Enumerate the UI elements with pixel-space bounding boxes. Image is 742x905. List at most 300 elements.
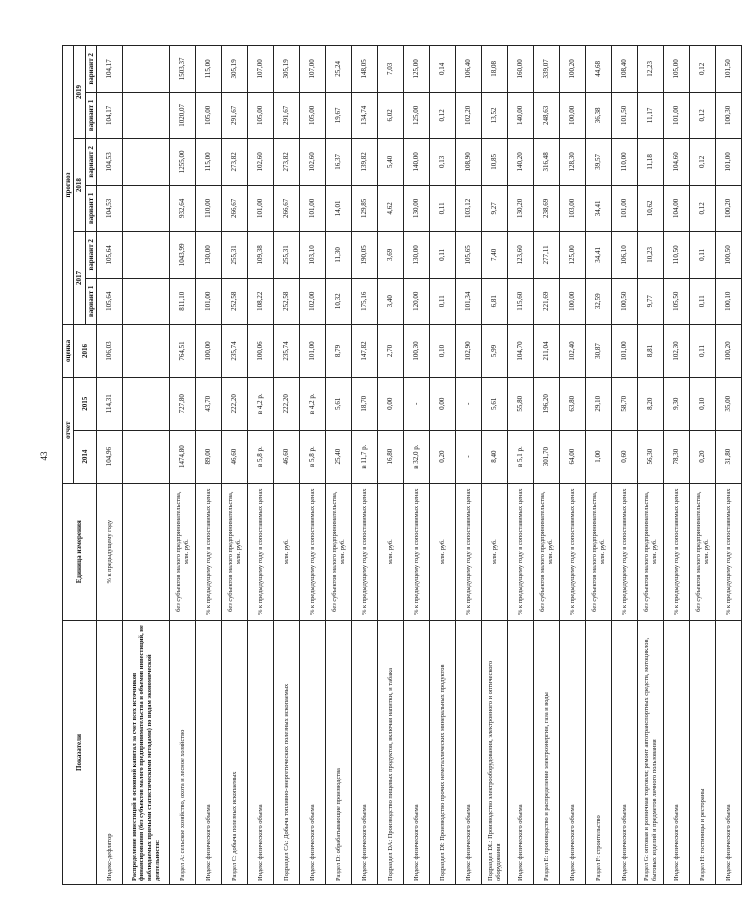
- value-cell: 255,31: [274, 232, 300, 278]
- table-row: [404, 46, 430, 885]
- value-cell: 1255,00: [170, 139, 196, 185]
- col-header-variant: вариант 2: [85, 232, 96, 278]
- table-row: [638, 46, 664, 885]
- value-cell: 105,00: [300, 92, 326, 138]
- value-cell: 35,00: [716, 377, 742, 430]
- value-cell: 5,99: [482, 325, 508, 378]
- value-cell: 100,06: [248, 325, 274, 378]
- value-cell: 0,14: [430, 46, 456, 93]
- unit-cell: % к предыдущему году в сопоставимых ценах: [300, 483, 326, 620]
- value-cell: 120,00: [404, 278, 430, 324]
- value-cell: 140,00: [404, 139, 430, 185]
- value-cell: 0,00: [378, 377, 404, 430]
- value-cell: 248,63: [534, 92, 560, 138]
- value-cell: [123, 46, 170, 93]
- value-cell: 102,60: [300, 139, 326, 185]
- value-cell: 39,57: [586, 139, 612, 185]
- value-cell: 0,00: [430, 377, 456, 430]
- value-cell: 0,60: [612, 430, 638, 483]
- value-cell: 102,00: [300, 278, 326, 324]
- value-cell: 147,82: [352, 325, 378, 378]
- value-cell: 130,00: [404, 185, 430, 231]
- value-cell: 0,12: [690, 92, 716, 138]
- value-cell: 291,67: [274, 92, 300, 138]
- value-cell: 8,81: [638, 325, 664, 378]
- indicator-cell: Раздел G: оптовая и розничная торговля; ремонт автотранспортных средств, мотоциклов, бытовых изделий и предметов личного пользования: [638, 620, 664, 884]
- value-cell: 222,20: [222, 377, 248, 430]
- unit-cell: без субъектов малого предпринимательства, млн. руб.: [222, 483, 248, 620]
- value-cell: 0,11: [690, 325, 716, 378]
- indicator-cell: Раздел D: обрабатывающие производства: [326, 620, 352, 884]
- value-cell: 31,80: [716, 430, 742, 483]
- table-row: [664, 46, 690, 885]
- value-cell: 58,70: [612, 377, 638, 430]
- value-cell: 0,12: [430, 92, 456, 138]
- value-cell: 128,30: [560, 139, 586, 185]
- indicator-cell: Раздел Е: производство и распределение электроэнергии, газа и воды: [534, 620, 560, 884]
- value-cell: 101,00: [248, 185, 274, 231]
- value-cell: 101,00: [664, 92, 690, 138]
- table-row: [482, 46, 508, 885]
- value-cell: 0,10: [430, 325, 456, 378]
- value-cell: 19,67: [326, 92, 352, 138]
- value-cell: [123, 185, 170, 231]
- value-cell: 252,58: [274, 278, 300, 324]
- value-cell: 46,60: [274, 430, 300, 483]
- value-cell: 339,07: [534, 46, 560, 93]
- value-cell: 0,11: [430, 185, 456, 231]
- table-row: [534, 46, 560, 885]
- unit-cell: % к предыдущему году в сопоставимых ценах: [716, 483, 742, 620]
- value-cell: 63,80: [560, 377, 586, 430]
- value-cell: 123,60: [508, 232, 534, 278]
- value-cell: 235,74: [274, 325, 300, 378]
- value-cell: 101,00: [300, 325, 326, 378]
- value-cell: 277,11: [534, 232, 560, 278]
- table-row: [170, 46, 196, 885]
- value-cell: 305,19: [274, 46, 300, 93]
- table-row: [612, 46, 638, 885]
- table-row: [97, 46, 123, 885]
- value-cell: 36,38: [586, 92, 612, 138]
- value-cell: 10,62: [638, 185, 664, 231]
- indicator-cell: Подраздел DI: Производство прочих неметаллических минеральных продуктов: [430, 620, 456, 884]
- table-row: [196, 46, 222, 885]
- value-cell: 266,67: [274, 185, 300, 231]
- value-cell: в 5,1 р.: [508, 430, 534, 483]
- value-cell: 101,50: [612, 92, 638, 138]
- value-cell: 34,41: [586, 185, 612, 231]
- value-cell: 64,00: [560, 430, 586, 483]
- table-row: [378, 46, 404, 885]
- value-cell: 43,70: [196, 377, 222, 430]
- value-cell: 101,34: [456, 278, 482, 324]
- value-cell: 252,58: [222, 278, 248, 324]
- value-cell: 7,03: [378, 46, 404, 93]
- unit-cell: % к предыдущему году в сопоставимых ценах: [664, 483, 690, 620]
- table-body: [97, 46, 742, 885]
- value-cell: 107,00: [300, 46, 326, 93]
- unit-cell: млн. руб.: [430, 483, 456, 620]
- value-cell: 8,20: [638, 377, 664, 430]
- value-cell: [123, 325, 170, 378]
- value-cell: 114,31: [97, 377, 123, 430]
- unit-cell: % к предыдущему году в сопоставимых ценах: [196, 483, 222, 620]
- value-cell: 100,10: [716, 278, 742, 324]
- value-cell: 78,30: [664, 430, 690, 483]
- value-cell: 101,00: [612, 185, 638, 231]
- value-cell: 12,23: [638, 46, 664, 93]
- value-cell: 110,00: [612, 139, 638, 185]
- value-cell: 9,30: [664, 377, 690, 430]
- value-cell: 101,50: [716, 46, 742, 93]
- value-cell: 0,12: [690, 185, 716, 231]
- page-number: 43: [39, 451, 49, 461]
- indicator-cell: Раздел F: строительство: [586, 620, 612, 884]
- value-cell: 13,52: [482, 92, 508, 138]
- value-cell: 160,00: [508, 46, 534, 93]
- value-cell: 0,10: [690, 377, 716, 430]
- value-cell: [123, 139, 170, 185]
- value-cell: 105,00: [196, 92, 222, 138]
- value-cell: 235,74: [222, 325, 248, 378]
- indicator-cell: Индекс физического объема: [508, 620, 534, 884]
- value-cell: 6,02: [378, 92, 404, 138]
- value-cell: 255,31: [222, 232, 248, 278]
- value-cell: 108,22: [248, 278, 274, 324]
- value-cell: 115,00: [196, 46, 222, 93]
- value-cell: 1503,37: [170, 46, 196, 93]
- value-cell: 273,82: [222, 139, 248, 185]
- value-cell: [123, 430, 170, 483]
- value-cell: 5,61: [326, 377, 352, 430]
- indicator-cell: Распределение инвестиций в основной капитал за счет всех источников финансирования (без субъектов малого предпринимательства и объемов инвестиций, не наблюдаемых прямыми статистическими методами) по видам экономической деятельности:: [123, 620, 170, 884]
- value-cell: 100,50: [716, 232, 742, 278]
- value-cell: 105,00: [664, 46, 690, 93]
- col-header-variant: вариант 1: [85, 92, 96, 138]
- value-cell: 7,40: [482, 232, 508, 278]
- value-cell: 110,00: [196, 185, 222, 231]
- value-cell: [123, 92, 170, 138]
- value-cell: 9,27: [482, 185, 508, 231]
- unit-cell: без субъектов малого предпринимательства, млн. руб.: [170, 483, 196, 620]
- value-cell: 11,30: [326, 232, 352, 278]
- indicator-cell: Подраздел СА: Добыча топливно-энергетических полезных ископаемых: [274, 620, 300, 884]
- value-cell: 305,19: [222, 46, 248, 93]
- value-cell: 106,40: [456, 46, 482, 93]
- indicator-cell: Индекс физического объема: [248, 620, 274, 884]
- value-cell: 14,01: [326, 185, 352, 231]
- value-cell: 104,17: [97, 92, 123, 138]
- value-cell: в 5,8 р.: [248, 430, 274, 483]
- value-cell: 115,00: [196, 139, 222, 185]
- value-cell: 291,67: [222, 92, 248, 138]
- value-cell: 301,70: [534, 430, 560, 483]
- value-cell: в 4,2 р.: [248, 377, 274, 430]
- unit-cell: % к предыдущему году в сопоставимых ценах: [404, 483, 430, 620]
- unit-cell: млн. руб.: [482, 483, 508, 620]
- col-header-year: 2019: [74, 46, 85, 139]
- value-cell: 129,85: [352, 185, 378, 231]
- col-header-indicators: Показатели: [63, 620, 97, 884]
- unit-cell: % к предыдущему году в сопоставимых ценах: [508, 483, 534, 620]
- value-cell: 5,40: [378, 139, 404, 185]
- table-row: [690, 46, 716, 885]
- value-cell: 811,10: [170, 278, 196, 324]
- value-cell: 10,23: [638, 232, 664, 278]
- value-cell: 106,03: [97, 325, 123, 378]
- value-cell: 148,05: [352, 46, 378, 93]
- value-cell: 9,77: [638, 278, 664, 324]
- rotated-table-container: [62, 45, 733, 885]
- value-cell: 102,40: [560, 325, 586, 378]
- value-cell: 273,82: [274, 139, 300, 185]
- value-cell: -: [456, 377, 482, 430]
- indicator-cell: Индекс физического объема: [664, 620, 690, 884]
- value-cell: 8,79: [326, 325, 352, 378]
- unit-cell: млн. руб.: [378, 483, 404, 620]
- table-row: [586, 46, 612, 885]
- value-cell: 104,70: [508, 325, 534, 378]
- value-cell: 18,08: [482, 46, 508, 93]
- value-cell: 101,00: [300, 185, 326, 231]
- value-cell: [123, 377, 170, 430]
- indicator-cell: Подраздел DL: Производство электрооборудования, электронного и оптического оборудования: [482, 620, 508, 884]
- value-cell: 103,00: [560, 185, 586, 231]
- value-cell: 1,00: [586, 430, 612, 483]
- value-cell: 104,53: [97, 185, 123, 231]
- value-cell: -: [404, 377, 430, 430]
- value-cell: 10,85: [482, 139, 508, 185]
- col-header-year: 2017: [74, 232, 85, 325]
- col-header-variant: вариант 2: [85, 139, 96, 185]
- value-cell: 100,20: [716, 185, 742, 231]
- indicator-cell: Индекс физического объема: [716, 620, 742, 884]
- value-cell: 130,00: [196, 232, 222, 278]
- value-cell: 0,13: [430, 139, 456, 185]
- value-cell: 44,68: [586, 46, 612, 93]
- table-header: [63, 46, 97, 885]
- value-cell: 108,40: [612, 46, 638, 93]
- indicator-cell: Индекс физического объема: [560, 620, 586, 884]
- value-cell: 238,69: [534, 185, 560, 231]
- value-cell: в 5,8 р.: [300, 430, 326, 483]
- value-cell: 103,12: [456, 185, 482, 231]
- value-cell: 1474,80: [170, 430, 196, 483]
- value-cell: 1043,99: [170, 232, 196, 278]
- value-cell: 107,00: [248, 46, 274, 93]
- value-cell: 104,17: [97, 46, 123, 93]
- value-cell: 196,20: [534, 377, 560, 430]
- table-row: [248, 46, 274, 885]
- value-cell: 101,00: [612, 325, 638, 378]
- value-cell: 0,11: [430, 232, 456, 278]
- value-cell: в 4,2 р.: [300, 377, 326, 430]
- value-cell: 1020,07: [170, 92, 196, 138]
- value-cell: 25,24: [326, 46, 352, 93]
- value-cell: 30,87: [586, 325, 612, 378]
- value-cell: 125,00: [560, 232, 586, 278]
- value-cell: 222,20: [274, 377, 300, 430]
- col-header-variant: вариант 1: [85, 278, 96, 324]
- value-cell: 221,69: [534, 278, 560, 324]
- value-cell: 106,10: [612, 232, 638, 278]
- unit-cell: % к предыдущему году: [97, 483, 123, 620]
- value-cell: 100,50: [612, 278, 638, 324]
- value-cell: 100,00: [560, 278, 586, 324]
- value-cell: 727,80: [170, 377, 196, 430]
- value-cell: 56,30: [638, 430, 664, 483]
- value-cell: 102,90: [456, 325, 482, 378]
- value-cell: 175,16: [352, 278, 378, 324]
- value-cell: 105,65: [456, 232, 482, 278]
- value-cell: 3,69: [378, 232, 404, 278]
- col-header-estimate: оценка: [63, 325, 74, 378]
- value-cell: в 11,7 р.: [352, 430, 378, 483]
- value-cell: 16,37: [326, 139, 352, 185]
- value-cell: 10,32: [326, 278, 352, 324]
- col-header-year: 2016: [74, 325, 97, 378]
- indicator-cell: Подраздел DA: Производство пищевых продуктов, включая напитки, и табака: [378, 620, 404, 884]
- value-cell: 105,00: [248, 92, 274, 138]
- value-cell: 105,64: [97, 232, 123, 278]
- unit-cell: % к предыдущему году в сопоставимых ценах: [612, 483, 638, 620]
- table-row: [123, 46, 170, 885]
- indicator-cell: Индекс физического объема: [352, 620, 378, 884]
- forecast-table: [62, 45, 742, 885]
- value-cell: 0,20: [430, 430, 456, 483]
- value-cell: 55,80: [508, 377, 534, 430]
- indicator-cell: Индекс физического объема: [612, 620, 638, 884]
- value-cell: 0,11: [430, 278, 456, 324]
- value-cell: 89,00: [196, 430, 222, 483]
- value-cell: 102,60: [248, 139, 274, 185]
- col-header-forecast: прогноз: [63, 46, 74, 325]
- unit-cell: без субъектов малого предпринимательства, млн. руб.: [326, 483, 352, 620]
- col-header-report: отчет: [63, 377, 74, 483]
- indicator-cell: Раздел Н: гостиницы и рестораны: [690, 620, 716, 884]
- value-cell: -: [456, 430, 482, 483]
- value-cell: 109,38: [248, 232, 274, 278]
- value-cell: [123, 278, 170, 324]
- value-cell: 11,17: [638, 92, 664, 138]
- value-cell: 2,70: [378, 325, 404, 378]
- col-header-year: 2015: [74, 377, 97, 430]
- col-header-year: 2014: [74, 430, 97, 483]
- value-cell: 104,96: [97, 430, 123, 483]
- value-cell: 8,40: [482, 430, 508, 483]
- indicator-cell: Раздел А: сельское хозяйство, охота и лесное хозяйство: [170, 620, 196, 884]
- value-cell: 102,20: [456, 92, 482, 138]
- value-cell: 11,18: [638, 139, 664, 185]
- table-row: [508, 46, 534, 885]
- col-header-year: 2018: [74, 139, 85, 232]
- value-cell: 6,81: [482, 278, 508, 324]
- value-cell: 211,04: [534, 325, 560, 378]
- value-cell: 16,80: [378, 430, 404, 483]
- table-row: [716, 46, 742, 885]
- value-cell: 140,20: [508, 139, 534, 185]
- value-cell: 125,00: [404, 92, 430, 138]
- unit-cell: % к предыдущему году в сопоставимых ценах: [352, 483, 378, 620]
- value-cell: в 32,0 р.: [404, 430, 430, 483]
- col-header-variant: вариант 2: [85, 46, 96, 93]
- value-cell: 100,20: [716, 325, 742, 378]
- value-cell: 104,00: [664, 185, 690, 231]
- unit-cell: без субъектов малого предпринимательства, млн. руб.: [690, 483, 716, 620]
- unit-cell: % к предыдущему году в сопоставимых ценах: [560, 483, 586, 620]
- table-row: [352, 46, 378, 885]
- value-cell: 190,05: [352, 232, 378, 278]
- table-row: [430, 46, 456, 885]
- value-cell: 0,11: [690, 232, 716, 278]
- value-cell: 25,40: [326, 430, 352, 483]
- value-cell: 0,12: [690, 139, 716, 185]
- table-row: [326, 46, 352, 885]
- value-cell: 101,00: [716, 139, 742, 185]
- table-row: [274, 46, 300, 885]
- value-cell: 316,48: [534, 139, 560, 185]
- value-cell: 108,90: [456, 139, 482, 185]
- value-cell: 32,59: [586, 278, 612, 324]
- indicator-cell: Индекс физического объема: [300, 620, 326, 884]
- value-cell: 102,30: [664, 325, 690, 378]
- value-cell: 29,10: [586, 377, 612, 430]
- unit-cell: % к предыдущему году в сопоставимых ценах: [248, 483, 274, 620]
- value-cell: 110,50: [664, 232, 690, 278]
- value-cell: 140,00: [508, 92, 534, 138]
- indicator-cell: Индекс-дефлятор: [97, 620, 123, 884]
- value-cell: 266,67: [222, 185, 248, 231]
- table-row: [560, 46, 586, 885]
- table-row: [300, 46, 326, 885]
- value-cell: 100,00: [560, 92, 586, 138]
- value-cell: 5,61: [482, 377, 508, 430]
- value-cell: 134,74: [352, 92, 378, 138]
- col-header-unit: Единица измерения: [63, 483, 97, 620]
- unit-cell: % к предыдущему году в сопоставимых ценах: [456, 483, 482, 620]
- unit-cell: без субъектов малого предпринимательства, млн. руб.: [534, 483, 560, 620]
- unit-cell: без субъектов малого предпринимательства, млн. руб.: [638, 483, 664, 620]
- value-cell: 3,40: [378, 278, 404, 324]
- value-cell: 0,12: [690, 46, 716, 93]
- value-cell: 0,20: [690, 430, 716, 483]
- value-cell: 125,00: [404, 46, 430, 93]
- value-cell: 105,64: [97, 278, 123, 324]
- value-cell: 46,60: [222, 430, 248, 483]
- indicator-cell: Раздел С: добыча полезных ископаемых: [222, 620, 248, 884]
- unit-cell: млн. руб.: [274, 483, 300, 620]
- value-cell: 4,62: [378, 185, 404, 231]
- value-cell: 139,82: [352, 139, 378, 185]
- value-cell: 18,70: [352, 377, 378, 430]
- value-cell: 34,41: [586, 232, 612, 278]
- value-cell: 130,20: [508, 185, 534, 231]
- col-header-variant: вариант 1: [85, 185, 96, 231]
- value-cell: 764,51: [170, 325, 196, 378]
- value-cell: 100,00: [196, 325, 222, 378]
- value-cell: 101,00: [196, 278, 222, 324]
- value-cell: 103,10: [300, 232, 326, 278]
- value-cell: 105,50: [664, 278, 690, 324]
- unit-cell: [123, 483, 170, 620]
- value-cell: 100,20: [560, 46, 586, 93]
- value-cell: 104,60: [664, 139, 690, 185]
- value-cell: 100,30: [716, 92, 742, 138]
- unit-cell: без субъектов малого предпринимательства, млн. руб.: [586, 483, 612, 620]
- value-cell: 100,30: [404, 325, 430, 378]
- value-cell: 104,53: [97, 139, 123, 185]
